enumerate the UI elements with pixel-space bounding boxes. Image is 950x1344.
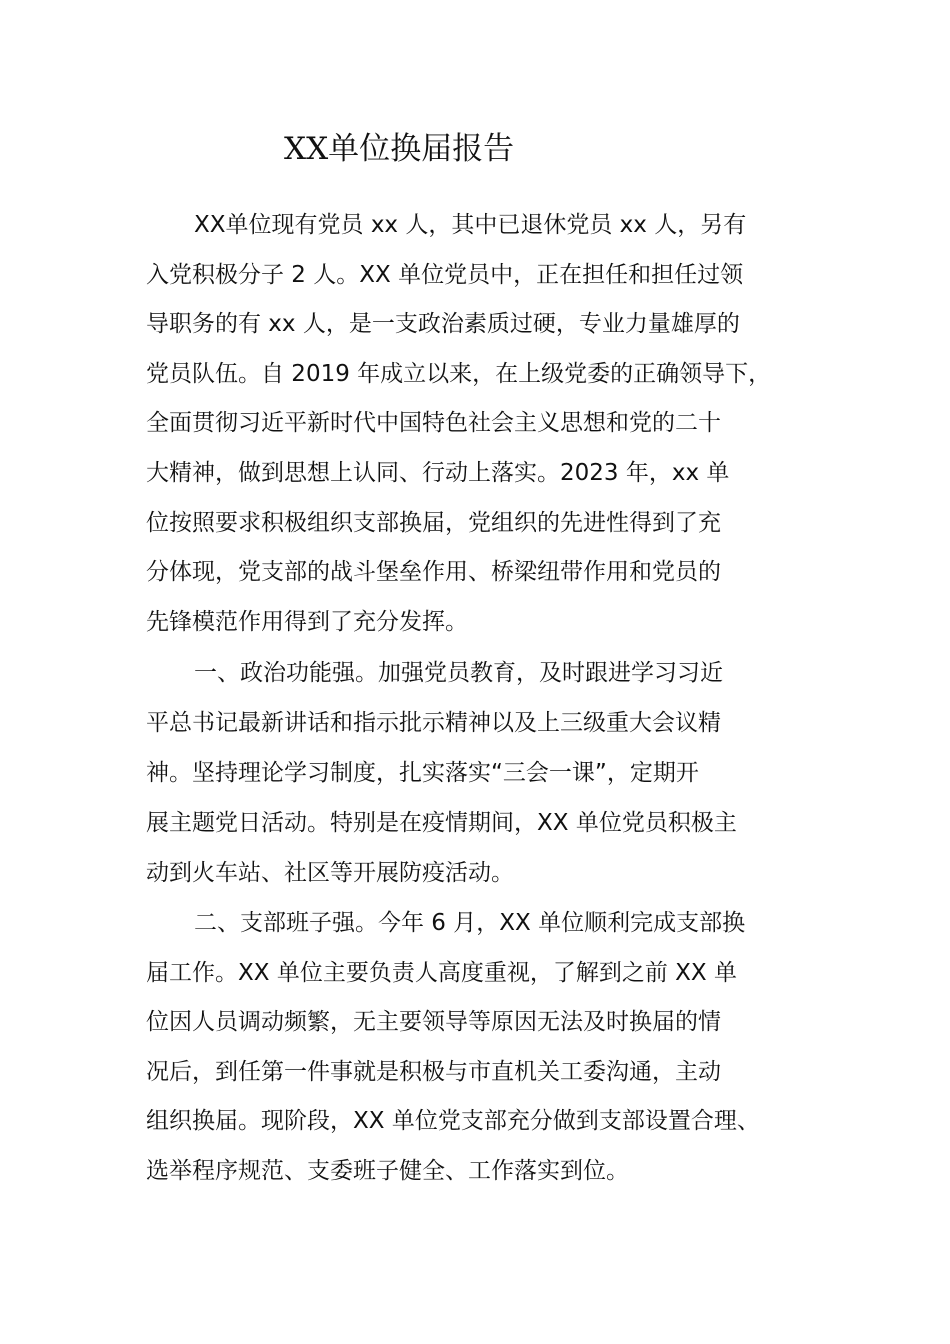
paragraph-line: 况后，到任第一件事就是积极与市直机关工委沟通，主动 bbox=[146, 1059, 721, 1085]
paragraph-line: 导职务的有 xx 人，是一支政治素质过硬，专业力量雄厚的 bbox=[146, 311, 740, 337]
paragraph-line: 入党积极分子 2 人。XX 单位党员中，正在担任和担任过领 bbox=[146, 262, 744, 288]
paragraph-line: 组织换届。现阶段，XX 单位党支部充分做到支部设置合理、 bbox=[146, 1108, 760, 1134]
paragraph-line: 神。坚持理论学习制度，扎实落实“三会一课”，定期开 bbox=[146, 760, 699, 786]
paragraph-line: 位按照要求积极组织支部换届，党组织的先进性得到了充 bbox=[146, 510, 721, 536]
paragraph-line: 全面贯彻习近平新时代中国特色社会主义思想和党的二十 bbox=[146, 410, 721, 436]
paragraph-line: 届工作。XX 单位主要负责人高度重视，了解到之前 XX 单 bbox=[146, 960, 737, 986]
paragraph-line: 一、政治功能强。加强党员教育，及时跟进学习习近 bbox=[194, 660, 723, 686]
paragraph-line: 动到火车站、社区等开展防疫活动。 bbox=[146, 860, 514, 886]
paragraph-line: 党员队伍。自 2019 年成立以来，在上级党委的正确领导下， bbox=[146, 361, 772, 387]
paragraph-line: 选举程序规范、支委班子健全、工作落实到位。 bbox=[146, 1158, 629, 1184]
paragraph-line: 平总书记最新讲话和指示批示精神以及上三级重大会议精 bbox=[146, 710, 721, 736]
paragraph-line: 位因人员调动频繁，无主要领导等原因无法及时换届的情 bbox=[146, 1009, 721, 1035]
paragraph-line: 展主题党日活动。特别是在疫情期间，XX 单位党员积极主 bbox=[146, 810, 737, 836]
paragraph-line: XX单位现有党员 xx 人，其中已退休党员 xx 人，另有 bbox=[194, 212, 747, 238]
document-title: XX单位换届报告 bbox=[284, 131, 515, 167]
paragraph-line: 先锋模范作用得到了充分发挥。 bbox=[146, 609, 468, 635]
paragraph-line: 分体现，党支部的战斗堡垒作用、桥梁纽带作用和党员的 bbox=[146, 559, 721, 585]
paragraph-line: 二、支部班子强。今年 6 月，XX 单位顺利完成支部换 bbox=[194, 910, 746, 936]
paragraph-line: 大精神，做到思想上认同、行动上落实。2023 年，xx 单 bbox=[146, 460, 730, 486]
